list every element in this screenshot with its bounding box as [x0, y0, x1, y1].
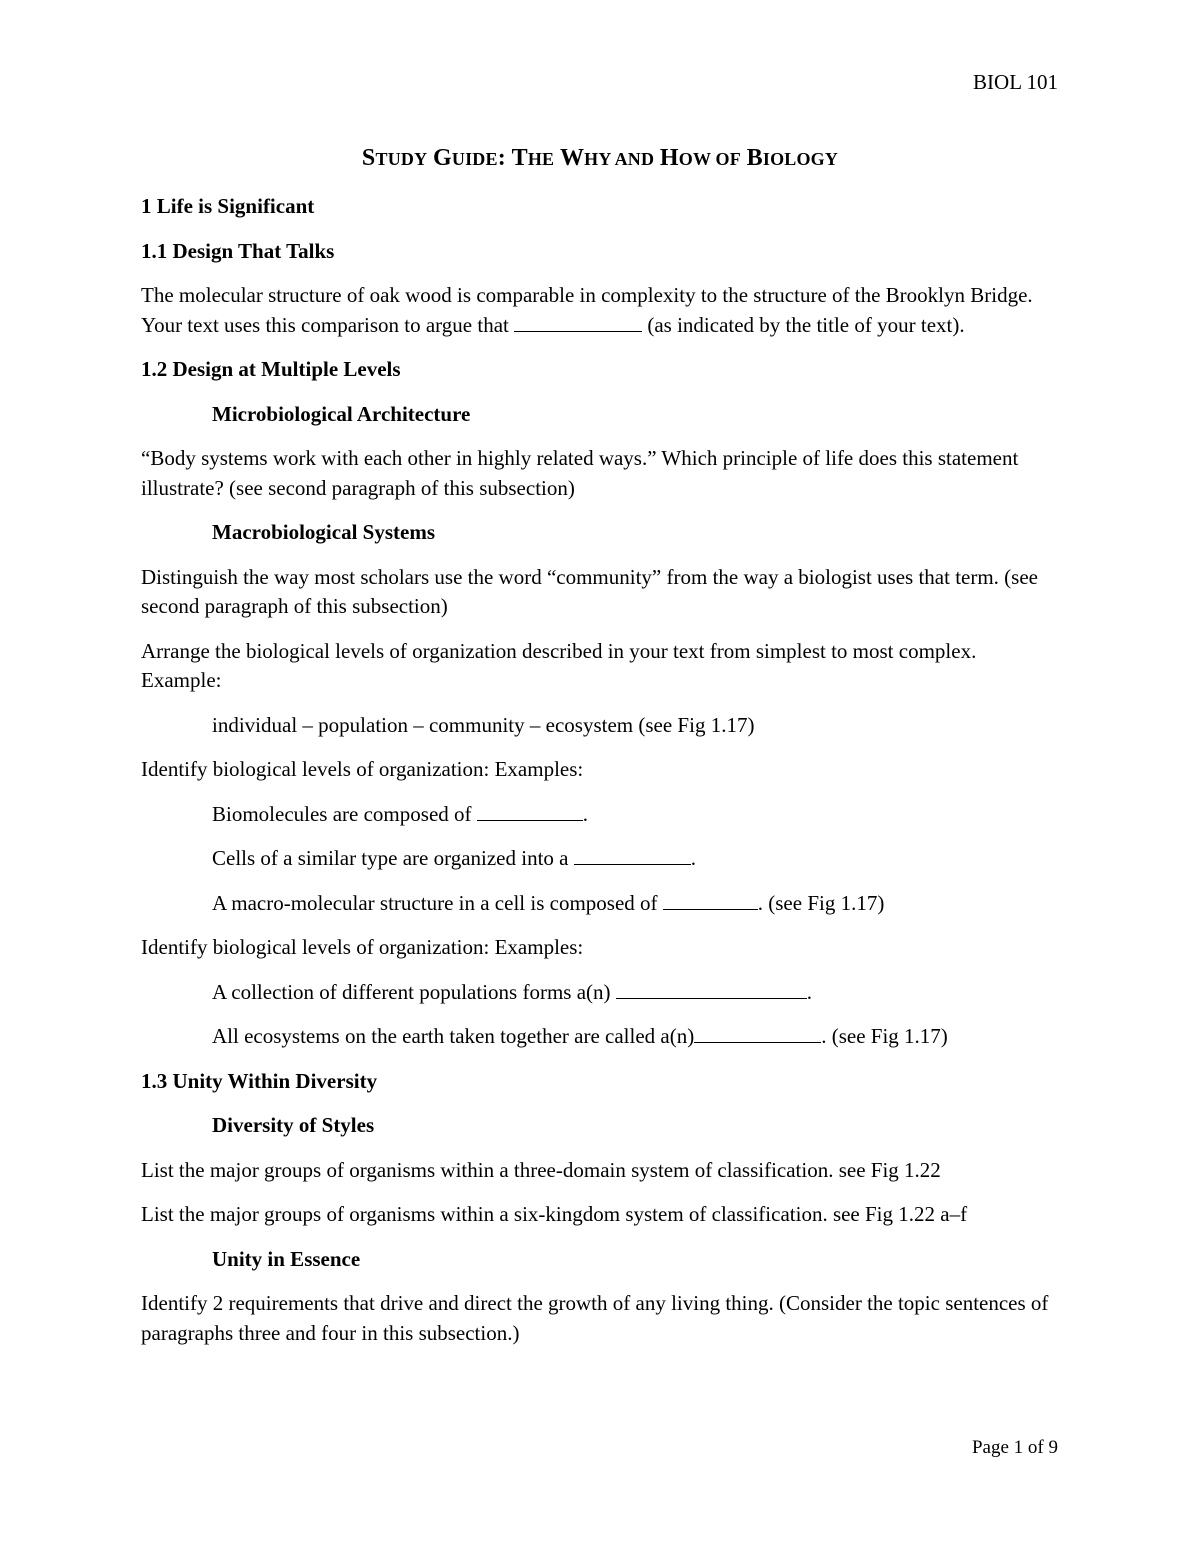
- question-line: A collection of different populations forms a(n) .: [212, 979, 813, 1004]
- answer-blank: [477, 802, 583, 821]
- subsection-heading: Macrobiological Systems: [212, 520, 436, 544]
- course-code: BIOL 101: [973, 70, 1058, 94]
- question-line: Cells of a similar type are organized into a .: [212, 846, 696, 870]
- paragraph: Identify 2 requirements that drive and direct the growth of any living thing. (Consider the topic sentences of paragraphs three and four in this subsection.): [141, 1291, 1049, 1345]
- subsection-heading: Microbiological Architecture: [212, 401, 471, 426]
- page-title: STUDY GUIDE: THE WHY AND HOW OF BIOLOGY: [361, 145, 839, 171]
- paragraph: List the major groups of organisms within a three-domain system of classification. see Fig 1.22: [141, 1157, 941, 1182]
- paragraph: List the major groups of organisms within a six-kingdom system of classification. see Fig 1.22 a–f: [141, 1202, 968, 1226]
- subsection-heading: Unity in Essence: [212, 1246, 361, 1271]
- answer-blank: [514, 313, 642, 332]
- paragraph: The molecular structure of oak wood is comparable in complexity to the structure of the Brooklyn Bridge. Your text uses this comparison to argue that (as indicated by the title of your text).: [141, 283, 1033, 337]
- paragraph: Identify biological levels of organization: Examples:: [141, 935, 584, 959]
- question-line: Biomolecules are composed of .: [212, 801, 589, 826]
- answer-blank: [663, 891, 758, 910]
- example-line: individual – population – community – ecosystem (see Fig 1.17): [212, 712, 755, 737]
- subsection-heading: Diversity of Styles: [212, 1113, 375, 1137]
- section-heading: 1.2 Design at Multiple Levels: [141, 357, 401, 381]
- paragraph: Distinguish the way most scholars use the word “community” from the way a biologist uses that term. (see second paragraph of this subsection): [141, 564, 1038, 618]
- paragraph: Arrange the biological levels of organization described in your text from simplest to most complex. Example:: [141, 638, 977, 692]
- document-body: [141, 192, 1061, 1363]
- answer-blank: [574, 846, 691, 865]
- answer-blank: [616, 980, 807, 999]
- page-number: Page 1 of 9: [971, 1437, 1058, 1458]
- paragraph: “Body systems work with each other in highly related ways.” Which principle of life does this statement illustrate? (see second paragraph of this subsection): [141, 446, 1019, 500]
- section-heading: 1 Life is Significant: [141, 194, 315, 218]
- question-line: A macro-molecular structure in a cell is composed of . (see Fig 1.17): [212, 890, 885, 915]
- question-line: All ecosystems on the earth taken together are called a(n) . (see Fig 1.17): [212, 1024, 948, 1048]
- section-heading: 1.3 Unity Within Diversity: [141, 1068, 378, 1093]
- section-heading: 1.1 Design That Talks: [141, 238, 335, 263]
- paragraph: Identify biological levels of organization: Examples:: [141, 757, 584, 781]
- answer-blank: [694, 1024, 821, 1043]
